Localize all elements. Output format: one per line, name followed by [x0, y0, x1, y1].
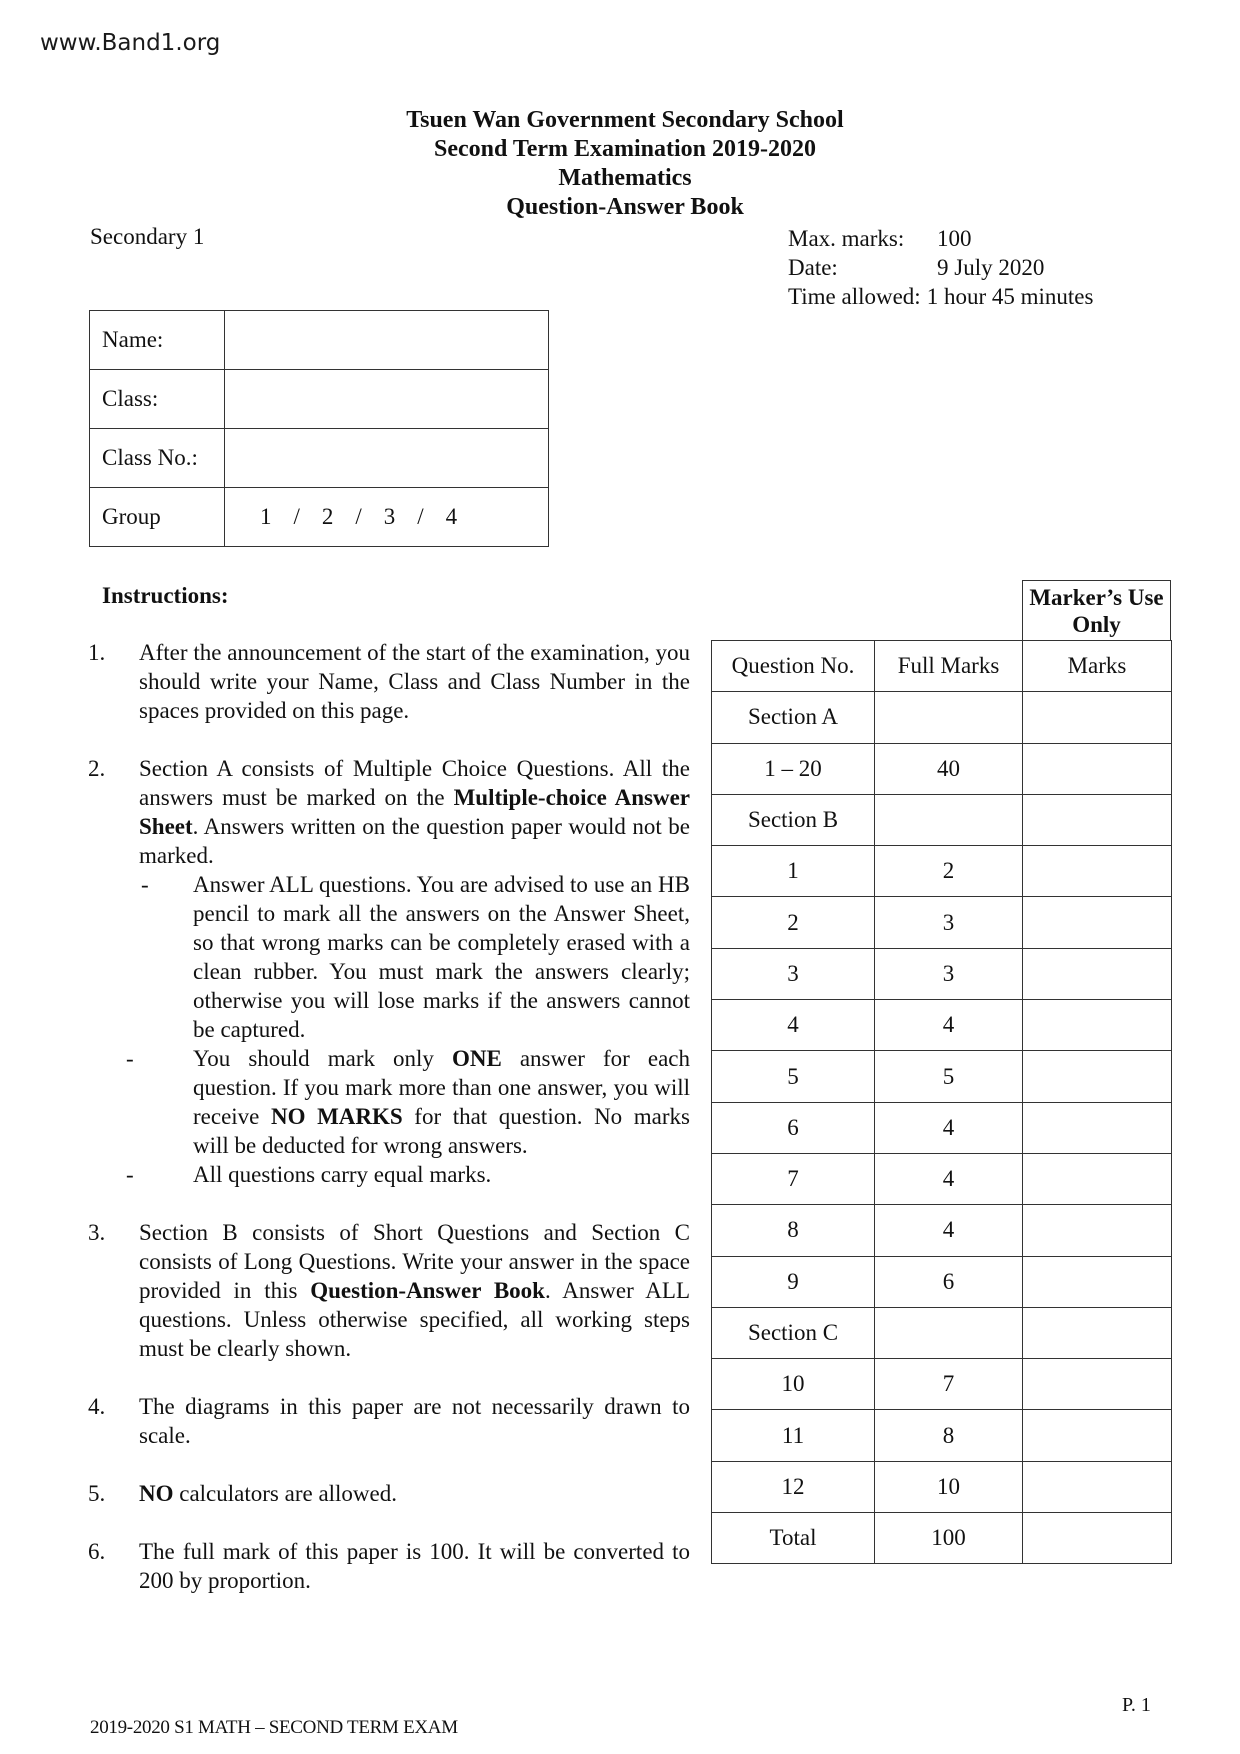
info-label: Max. marks:: [788, 226, 905, 251]
table-row: [90, 370, 549, 429]
instruction-item: [88, 1218, 690, 1363]
separator: /: [293, 504, 300, 529]
full-marks-cell: 100: [875, 1513, 1023, 1564]
full-marks-cell: 40: [875, 743, 1023, 794]
table-row: [712, 948, 1172, 999]
dash-bullet: -: [126, 1162, 134, 1187]
max-marks-row: [788, 224, 1093, 253]
full-marks-cell: 4: [875, 1205, 1023, 1256]
item-text: [139, 754, 690, 870]
student-info-table: [89, 310, 549, 547]
question-cell: 12: [712, 1461, 875, 1512]
full-marks-cell: 4: [875, 1153, 1023, 1204]
instruction-item: [88, 1479, 690, 1508]
table-row: [712, 1205, 1172, 1256]
column-header: Question No.: [712, 641, 875, 692]
table-row: [712, 1307, 1172, 1358]
marks-cell[interactable]: [1023, 794, 1172, 845]
group-option-2[interactable]: 2: [321, 504, 334, 529]
question-cell: 2: [712, 897, 875, 948]
text-span: You should mark only: [193, 1046, 452, 1071]
table-row: [712, 1153, 1172, 1204]
date-row: [788, 253, 1093, 282]
bold-text: NO MARKS: [270, 1104, 403, 1129]
question-cell: 1 – 20: [712, 743, 875, 794]
table-row: [712, 1410, 1172, 1461]
table-row: [712, 1461, 1172, 1512]
table-row: [712, 1359, 1172, 1410]
item-number: 6.: [88, 1539, 106, 1564]
subject-name: Mathematics: [558, 165, 692, 191]
full-marks-cell: 4: [875, 1000, 1023, 1051]
sub-item: [139, 870, 690, 1044]
sub-item: [126, 1160, 690, 1189]
level-label: Secondary 1: [90, 224, 205, 249]
marks-cell[interactable]: [1023, 1513, 1172, 1564]
exam-name: Second Term Examination 2019-2020: [433, 136, 817, 162]
item-number: 3.: [88, 1220, 106, 1245]
question-cell: 1: [712, 846, 875, 897]
instruction-item: [88, 1392, 690, 1450]
group-option-3[interactable]: 3: [383, 504, 396, 529]
item-number: 2.: [88, 756, 106, 781]
question-cell: 11: [712, 1410, 875, 1461]
booklet-name: Question-Answer Book: [506, 194, 744, 220]
info-label: Date:: [788, 255, 838, 280]
marks-cell[interactable]: [1023, 897, 1172, 948]
question-cell: 6: [712, 1102, 875, 1153]
item-text: After the announcement of the start of the examination, you should write your Name, Class and Class Number in the spaces provided on this page.: [139, 640, 690, 723]
text-span: for that question. No marks will be deducted for wrong answers.: [193, 1104, 690, 1158]
table-row: [712, 1051, 1172, 1102]
dash-bullet: -: [126, 1046, 134, 1071]
table-row: [712, 1256, 1172, 1307]
sub-text: Answer ALL questions. You are advised to use an HB pencil to mark all the answers on the Answer Sheet, so that wrong marks can be completely erased with a clean rubber. You must mark the answers clearly; otherwise you will lose marks if the answers cannot be captured.: [193, 872, 690, 1042]
bold-text: NO: [139, 1481, 174, 1506]
item-number: 5.: [88, 1481, 106, 1506]
full-marks-cell: 6: [875, 1256, 1023, 1307]
instructions-heading: Instructions:: [102, 583, 229, 608]
group-option-1[interactable]: 1: [260, 504, 272, 529]
sub-text: [193, 1044, 690, 1160]
school-name: Tsuen Wan Government Secondary School: [406, 107, 844, 133]
marks-cell[interactable]: [1023, 743, 1172, 794]
marks-table: [711, 640, 1172, 1564]
full-marks-cell: [875, 692, 1023, 743]
full-marks-cell: [875, 1307, 1023, 1358]
question-cell: 4: [712, 1000, 875, 1051]
marker-use-header: Marker’s Use Only: [1022, 580, 1171, 640]
question-cell: 3: [712, 948, 875, 999]
instruction-item: [88, 754, 690, 1189]
class-no-label: Class No.:: [90, 429, 225, 488]
question-cell: 9: [712, 1256, 875, 1307]
text-span: Section B consists of Short Questions and Section C consists of Long Questions. Write your answer in the space provided in this: [139, 1220, 690, 1303]
item-number: 1.: [88, 640, 106, 665]
table-row: [712, 743, 1172, 794]
question-cell: 8: [712, 1205, 875, 1256]
table-row: [712, 1000, 1172, 1051]
text-span: . Answers written on the question paper would not be marked.: [139, 814, 690, 868]
table-row: [712, 692, 1172, 743]
item-text: [139, 1479, 690, 1508]
item-number: 4.: [88, 1394, 106, 1419]
bold-text: Question-Answer Book: [310, 1278, 545, 1303]
marks-cell[interactable]: [1023, 1359, 1172, 1410]
sub-item: [126, 1044, 690, 1160]
table-row: [712, 897, 1172, 948]
full-marks-cell: 5: [875, 1051, 1023, 1102]
marks-cell[interactable]: [1023, 948, 1172, 999]
table-row: [90, 429, 549, 488]
group-field[interactable]: [225, 488, 549, 547]
dash-bullet: -: [141, 872, 149, 897]
text-span: calculators are allowed.: [173, 1481, 397, 1506]
name-field[interactable]: [225, 311, 549, 370]
exam-info: [788, 224, 1093, 311]
text-span: . Answer ALL questions. Unless otherwise specified, all working steps must be clearly shown.: [139, 1278, 690, 1361]
text-span: answer for each question. If you mark more than one answer, you will receive: [193, 1046, 690, 1129]
column-header: Marks: [1023, 641, 1172, 692]
class-no-field[interactable]: [225, 429, 549, 488]
table-row: [90, 488, 549, 547]
full-marks-cell: 10: [875, 1461, 1023, 1512]
question-cell: 5: [712, 1051, 875, 1102]
full-marks-cell: [875, 794, 1023, 845]
total-row: [712, 1513, 1172, 1564]
full-marks-cell: 7: [875, 1359, 1023, 1410]
question-cell: 10: [712, 1359, 875, 1410]
watermark-link[interactable]: www.Band1.org: [40, 30, 221, 56]
info-value: 9 July 2020: [937, 255, 1045, 280]
marks-cell[interactable]: [1023, 846, 1172, 897]
table-header-row: [712, 641, 1172, 692]
group-option-4[interactable]: 4: [445, 504, 458, 529]
full-marks-cell: 2: [875, 846, 1023, 897]
question-cell: 7: [712, 1153, 875, 1204]
info-value: 1 hour 45 minutes: [926, 284, 1094, 309]
question-cell: Section B: [712, 794, 875, 845]
time-row: [788, 282, 1093, 311]
bold-text: ONE: [451, 1046, 502, 1071]
full-marks-cell: 3: [875, 897, 1023, 948]
group-options: [225, 504, 548, 530]
table-row: [712, 794, 1172, 845]
text-span: Section A consists of Multiple Choice Questions. All the answers must be marked on the: [139, 756, 690, 810]
group-label: Group: [90, 488, 225, 547]
sub-text: All questions carry equal marks.: [193, 1162, 492, 1187]
full-marks-cell: 3: [875, 948, 1023, 999]
table-row: [712, 1102, 1172, 1153]
item-text: The diagrams in this paper are not necessarily drawn to scale.: [139, 1394, 690, 1448]
question-cell: Section C: [712, 1307, 875, 1358]
marks-cell[interactable]: [1023, 1205, 1172, 1256]
item-text: The full mark of this paper is 100. It will be converted to 200 by proportion.: [139, 1539, 690, 1593]
name-label: Name:: [90, 311, 225, 370]
marks-cell[interactable]: [1023, 1307, 1172, 1358]
separator: /: [417, 504, 424, 529]
item-text: [139, 1218, 690, 1363]
full-marks-cell: 8: [875, 1410, 1023, 1461]
instruction-item: [88, 638, 690, 725]
marks-cell[interactable]: [1023, 1461, 1172, 1512]
info-value: 100: [937, 226, 972, 251]
separator: /: [355, 504, 362, 529]
page-title-block: [0, 106, 1240, 222]
full-marks-cell: 4: [875, 1102, 1023, 1153]
question-cell: Total: [712, 1513, 875, 1564]
marks-cell[interactable]: [1023, 1051, 1172, 1102]
info-label: Time allowed:: [788, 284, 921, 309]
marks-cell[interactable]: [1023, 1410, 1172, 1461]
table-row: [712, 846, 1172, 897]
table-row: [90, 311, 549, 370]
marks-cell[interactable]: [1023, 1256, 1172, 1307]
marks-cell[interactable]: [1023, 1153, 1172, 1204]
item-body: [126, 754, 690, 1189]
instruction-item: [88, 1537, 690, 1595]
column-header: Full Marks: [875, 641, 1023, 692]
footer-text: 2019-2020 S1 MATH – SECOND TERM EXAM: [90, 1717, 458, 1738]
bold-text: Multiple-choice Answer Sheet: [139, 785, 690, 839]
page-number: P. 1: [1122, 1694, 1151, 1716]
question-cell: Section A: [712, 692, 875, 743]
class-field[interactable]: [225, 370, 549, 429]
instructions-list: [88, 638, 690, 1624]
marks-cell[interactable]: [1023, 1102, 1172, 1153]
marks-cell[interactable]: [1023, 1000, 1172, 1051]
marks-cell[interactable]: [1023, 692, 1172, 743]
class-label: Class:: [90, 370, 225, 429]
